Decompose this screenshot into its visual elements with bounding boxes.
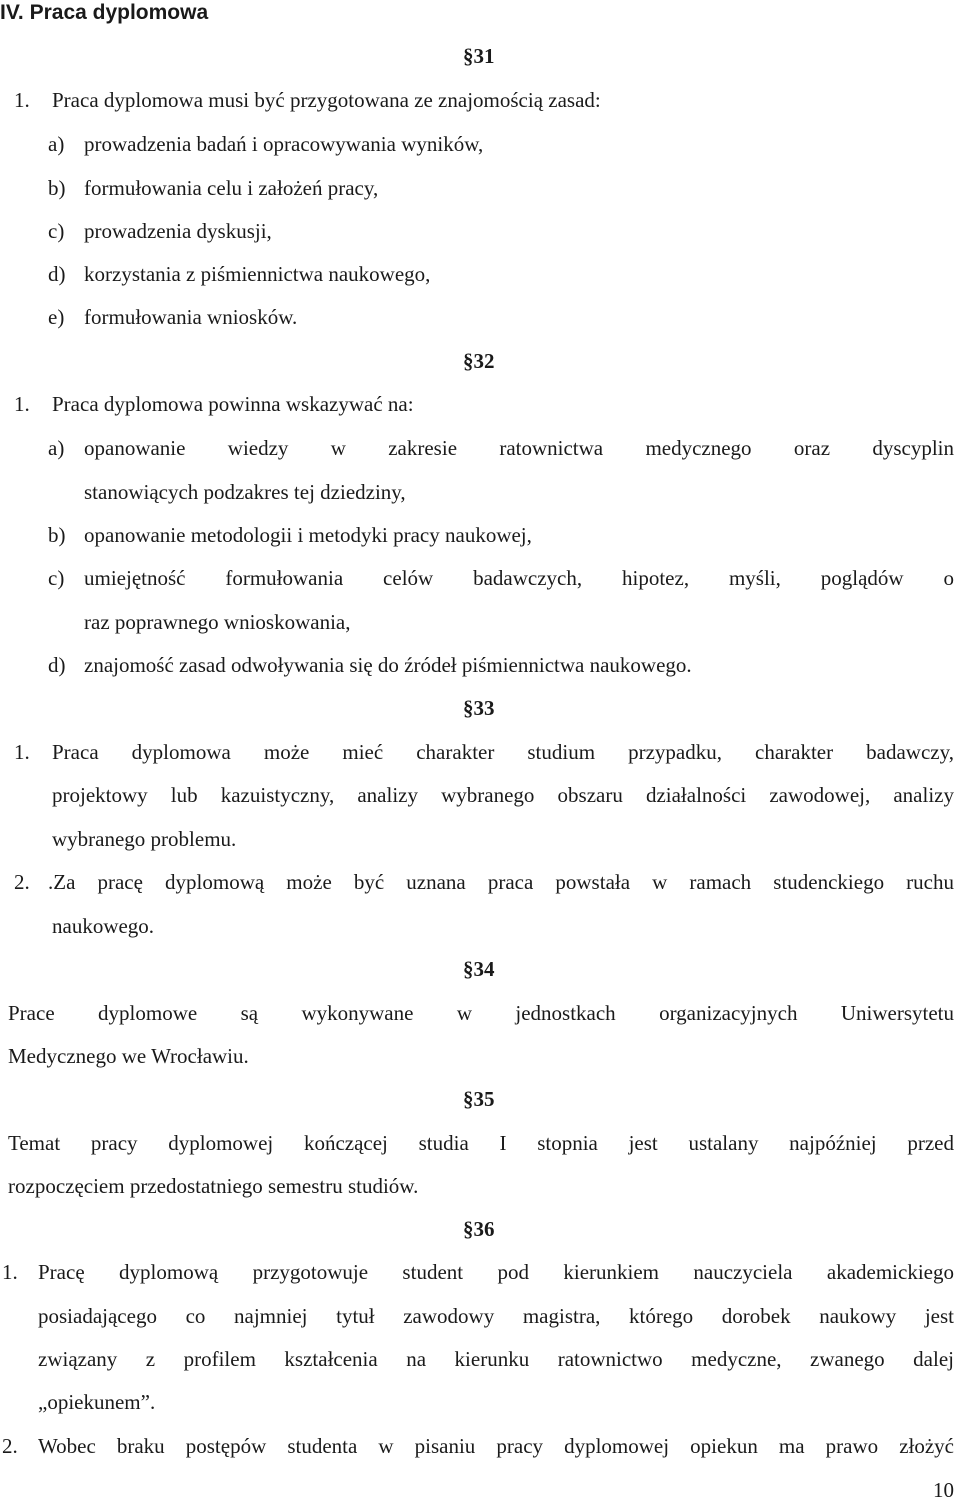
p31-item-d-text: korzystania z piśmiennictwa naukowego,: [84, 262, 431, 286]
p36-item-1-line-1: Pracę dyplomową przygotowuje student pod kierunkiem nauczyciela akademickiego: [38, 1260, 954, 1284]
p36-item-2-number: 2.: [2, 1434, 18, 1458]
p31-item-e-text: formułowania wniosków.: [84, 305, 298, 329]
p31-item-1-text: Praca dyplomowa musi być przygotowana ze znajomością zasad:: [52, 88, 601, 112]
p32-item-d-text: znajomość zasad odwoływania się do źródeł piśmiennictwa naukowego.: [84, 653, 692, 677]
p36-item-1-number: 1.: [2, 1260, 18, 1284]
p32-item-b-text: opanowanie metodologii i metodyki pracy naukowej,: [84, 523, 532, 547]
p36-item-1-line-2: posiadającego co najmniej tytuł zawodowy magistra, którego dorobek naukowy jest: [38, 1304, 954, 1328]
p36-item-2-line-1: Wobec braku postępów studenta w pisaniu pracy dyplomowej opiekun ma prawo złożyć: [38, 1434, 954, 1458]
p32-item-b-label: b): [48, 523, 66, 547]
p33-item-1-line-3: wybranego problemu.: [52, 827, 237, 851]
paragraph-33-title: §33: [463, 696, 495, 720]
p31-item-b-label: b): [48, 176, 66, 200]
p31-item-a-label: a): [48, 132, 65, 156]
paragraph-36-title: §36: [463, 1217, 495, 1241]
p31-item-e-label: e): [48, 305, 65, 329]
p32-item-c-label: c): [48, 566, 65, 590]
p33-item-1-line-1: Praca dyplomowa może mieć charakter studium przypadku, charakter badawczy,: [52, 740, 954, 764]
p34-line-2: Medycznego we Wrocławiu.: [8, 1044, 249, 1068]
p31-item-b-text: formułowania celu i założeń pracy,: [84, 176, 379, 200]
p33-item-1-line-2: projektowy lub kazuistyczny, analizy wybranego obszaru działalności zawodowej, analizy: [52, 783, 954, 807]
p32-item-c-line-2: raz poprawnego wnioskowania,: [84, 610, 351, 634]
p32-item-a-line-1: opanowanie wiedzy w zakresie ratownictwa medycznego oraz dyscyplin: [84, 436, 954, 460]
paragraph-31-title: §31: [463, 44, 495, 68]
paragraph-32-title: §32: [463, 349, 495, 373]
p32-item-a-label: a): [48, 436, 65, 460]
p33-item-2-line-1: .Za pracę dyplomową może być uznana praca powstała w ramach studenckiego ruchu: [48, 870, 954, 894]
p31-item-1-number: 1.: [14, 88, 30, 112]
p32-item-d-label: d): [48, 653, 66, 677]
paragraph-34-title: §34: [463, 957, 495, 981]
section-heading: IV. Praca dyplomowa: [0, 1, 209, 24]
p36-item-1-line-4: „opiekunem”.: [38, 1390, 156, 1414]
p31-item-c-text: prowadzenia dyskusji,: [84, 219, 272, 243]
p32-item-a-line-2: stanowiących podzakres tej dziedziny,: [84, 480, 406, 504]
p31-item-d-label: d): [48, 262, 66, 286]
p35-line-2: rozpoczęciem przedostatniego semestru studiów.: [8, 1174, 419, 1198]
p33-item-2-number: 2.: [14, 870, 30, 894]
p33-item-2-line-2: naukowego.: [52, 914, 155, 938]
p33-item-1-number: 1.: [14, 740, 30, 764]
paragraph-35-title: §35: [463, 1087, 495, 1111]
page-number: 10: [933, 1478, 954, 1502]
p32-item-c-line-1: umiejętność formułowania celów badawczych, hipotez, myśli, poglądów o: [84, 566, 954, 590]
p31-item-a-text: prowadzenia badań i opracowywania wyników,: [84, 132, 484, 156]
p31-item-c-label: c): [48, 219, 65, 243]
p32-item-1-number: 1.: [14, 392, 30, 416]
p36-item-1-line-3: związany z profilem kształcenia na kierunku ratownictwo medyczne, zwanego dalej: [38, 1347, 954, 1371]
p35-line-1: Temat pracy dyplomowej kończącej studia I stopnia jest ustalany najpóźniej przed: [8, 1131, 954, 1155]
p32-item-1-text: Praca dyplomowa powinna wskazywać na:: [52, 392, 414, 416]
p34-line-1: Prace dyplomowe są wykonywane w jednostkach organizacyjnych Uniwersytetu: [8, 1001, 954, 1025]
